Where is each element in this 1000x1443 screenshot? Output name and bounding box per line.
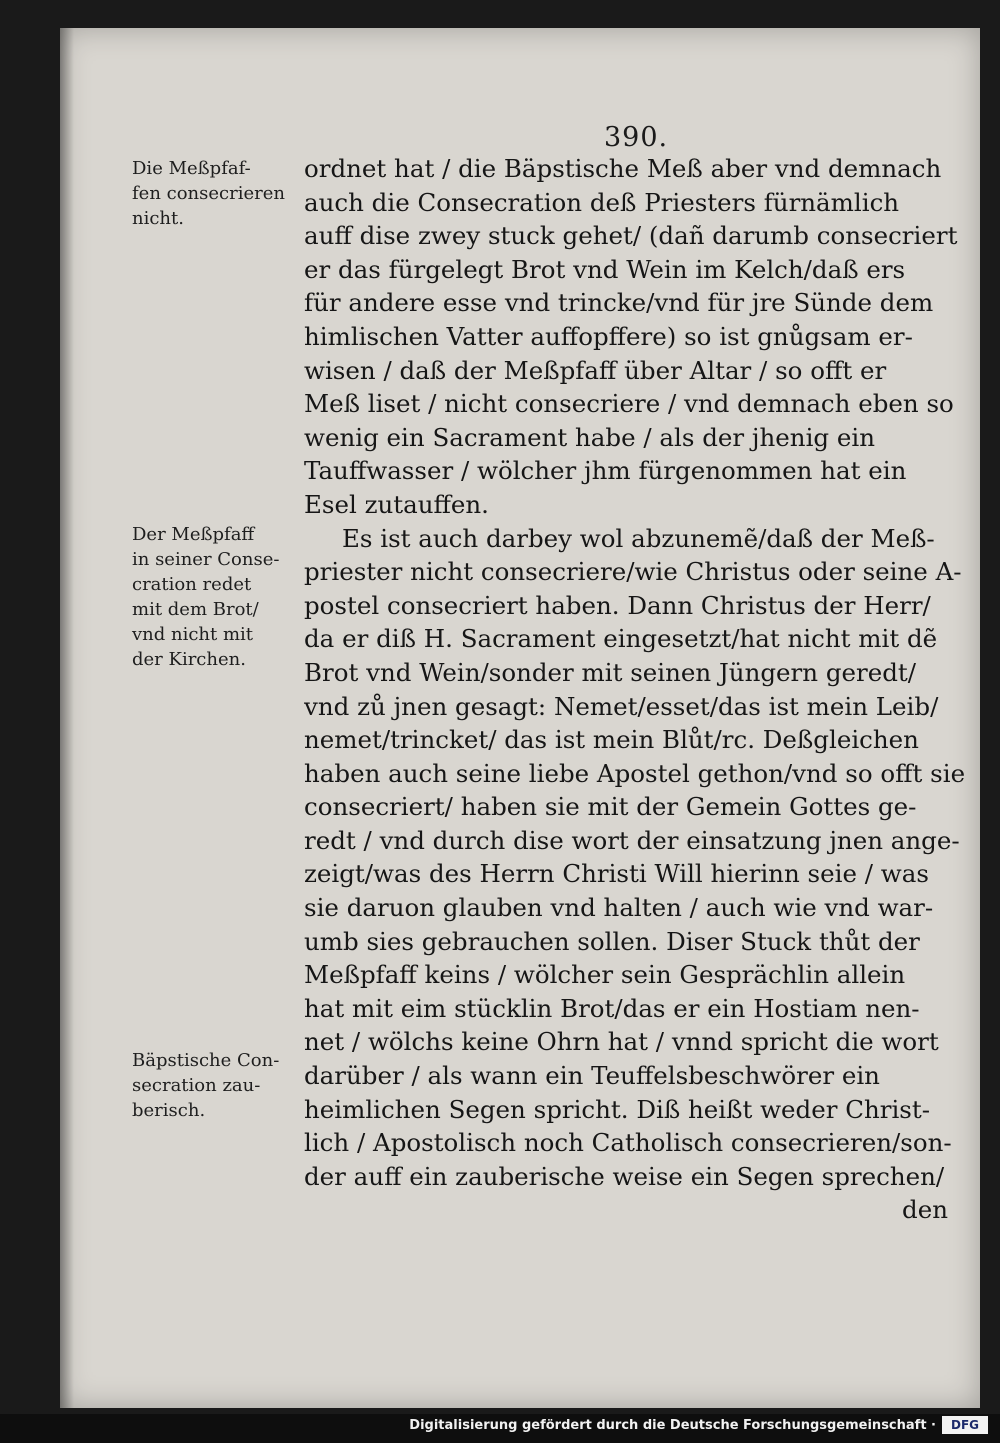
text-line: Esel zutauffen. bbox=[304, 489, 489, 519]
margin-note-3 bbox=[132, 1048, 298, 1123]
margin-note-line: Der Meßpfaff bbox=[132, 524, 255, 545]
margin-note-1 bbox=[132, 156, 298, 231]
text-line: für andere esse vnd trincke/vnd für jre Sünde dem bbox=[304, 288, 934, 318]
text-line: auch die Consecration deß Priesters fürnämlich bbox=[304, 187, 900, 217]
dfg-logo: DFG bbox=[942, 1416, 988, 1434]
text-line: Meßpfaff keins / wölcher sein Gesprächlin allein bbox=[304, 960, 906, 990]
margin-note-line: cration redet bbox=[132, 574, 252, 595]
margin-note-line: der Kirchen. bbox=[132, 649, 246, 670]
text-line: net / wölchs keine Ohrn hat / vnnd spricht die wort bbox=[304, 1027, 939, 1057]
text-line: himlischen Vatter auffopffere) so ist gnůgsam er- bbox=[304, 321, 913, 351]
margin-note-line: secration zau- bbox=[132, 1075, 261, 1096]
margin-note-line: vnd nicht mit bbox=[132, 624, 254, 645]
text-line: nemet/trincket/ das ist mein Blůt/rc. Deßgleichen bbox=[304, 725, 919, 755]
text-line: consecriert/ haben sie mit der Gemein Gottes ge- bbox=[304, 792, 917, 822]
text-line: er das fürgelegt Brot vnd Wein im Kelch/daß ers bbox=[304, 254, 906, 284]
text-line: Tauffwasser / wölcher jhm fürgenommen hat ein bbox=[304, 456, 907, 486]
margin-note-line: berisch. bbox=[132, 1100, 206, 1121]
text-line: Es ist auch darbey wol abzunemẽ/daß der Meß- bbox=[342, 523, 935, 553]
text-line: da er diß H. Sacrament eingesetzt/hat nicht mit dẽ bbox=[304, 624, 938, 654]
margin-note-line: fen consecrieren bbox=[132, 183, 285, 204]
text-line: heimlichen Segen spricht. Diß heißt weder Christ- bbox=[304, 1094, 931, 1124]
catchword: den bbox=[902, 1195, 948, 1225]
text-line: Meß liset / nicht consecriere / vnd demnach eben so bbox=[304, 389, 954, 419]
text-line: der auff ein zauberische weise ein Segen sprechen/ bbox=[304, 1161, 945, 1191]
footer-credit: Digitalisierung gefördert durch die Deutsche Forschungsgemeinschaft · bbox=[409, 1418, 936, 1433]
text-line: hat mit eim stücklin Brot/das er ein Hostiam nen- bbox=[304, 993, 920, 1023]
text-line: priester nicht consecriere/wie Christus oder seine A- bbox=[304, 557, 962, 587]
text-line: Brot vnd Wein/sonder mit seinen Jüngern geredt/ bbox=[304, 657, 916, 687]
text-line: darüber / als wann ein Teuffelsbeschwörer ein bbox=[304, 1061, 880, 1091]
text-line: zeigt/was des Herrn Christi Will hierinn seie / was bbox=[304, 859, 929, 889]
text-line: sie daruon glauben vnd halten / auch wie vnd war- bbox=[304, 893, 934, 923]
margin-note-2 bbox=[132, 522, 298, 672]
page-binding-shadow bbox=[60, 28, 74, 1408]
text-line: wisen / daß der Meßpfaff über Altar / so offt er bbox=[304, 355, 887, 385]
page-number: 390. bbox=[604, 122, 669, 153]
text-line: ordnet hat / die Bäpstische Meß aber vnd demnach bbox=[304, 154, 942, 183]
text-line: redt / vnd durch dise wort der einsatzung jnen ange- bbox=[304, 825, 960, 855]
text-line: vnd zů jnen gesagt: Nemet/esset/das ist mein Leib/ bbox=[304, 691, 939, 721]
margin-note-line: nicht. bbox=[132, 208, 184, 229]
text-line: lich / Apostolisch noch Catholisch consecrieren/son- bbox=[304, 1128, 952, 1158]
text-line: umb sies gebrauchen sollen. Diser Stuck thůt der bbox=[304, 926, 920, 956]
main-text-block bbox=[304, 152, 970, 1227]
text-line: postel consecriert haben. Dann Christus der Herr/ bbox=[304, 590, 931, 620]
margin-note-line: Bäpstische Con- bbox=[132, 1050, 280, 1071]
text-line: wenig ein Sacrament habe / als der jhenig ein bbox=[304, 422, 875, 452]
margin-note-line: in seiner Conse- bbox=[132, 549, 280, 570]
margin-note-line: Die Meßpfaf- bbox=[132, 158, 251, 179]
margin-note-line: mit dem Brot/ bbox=[132, 599, 259, 620]
text-line: haben auch seine liebe Apostel gethon/vnd so offt sie bbox=[304, 758, 966, 788]
text-line: auff dise zwey stuck gehet/ (dañ darumb consecriert bbox=[304, 221, 958, 251]
